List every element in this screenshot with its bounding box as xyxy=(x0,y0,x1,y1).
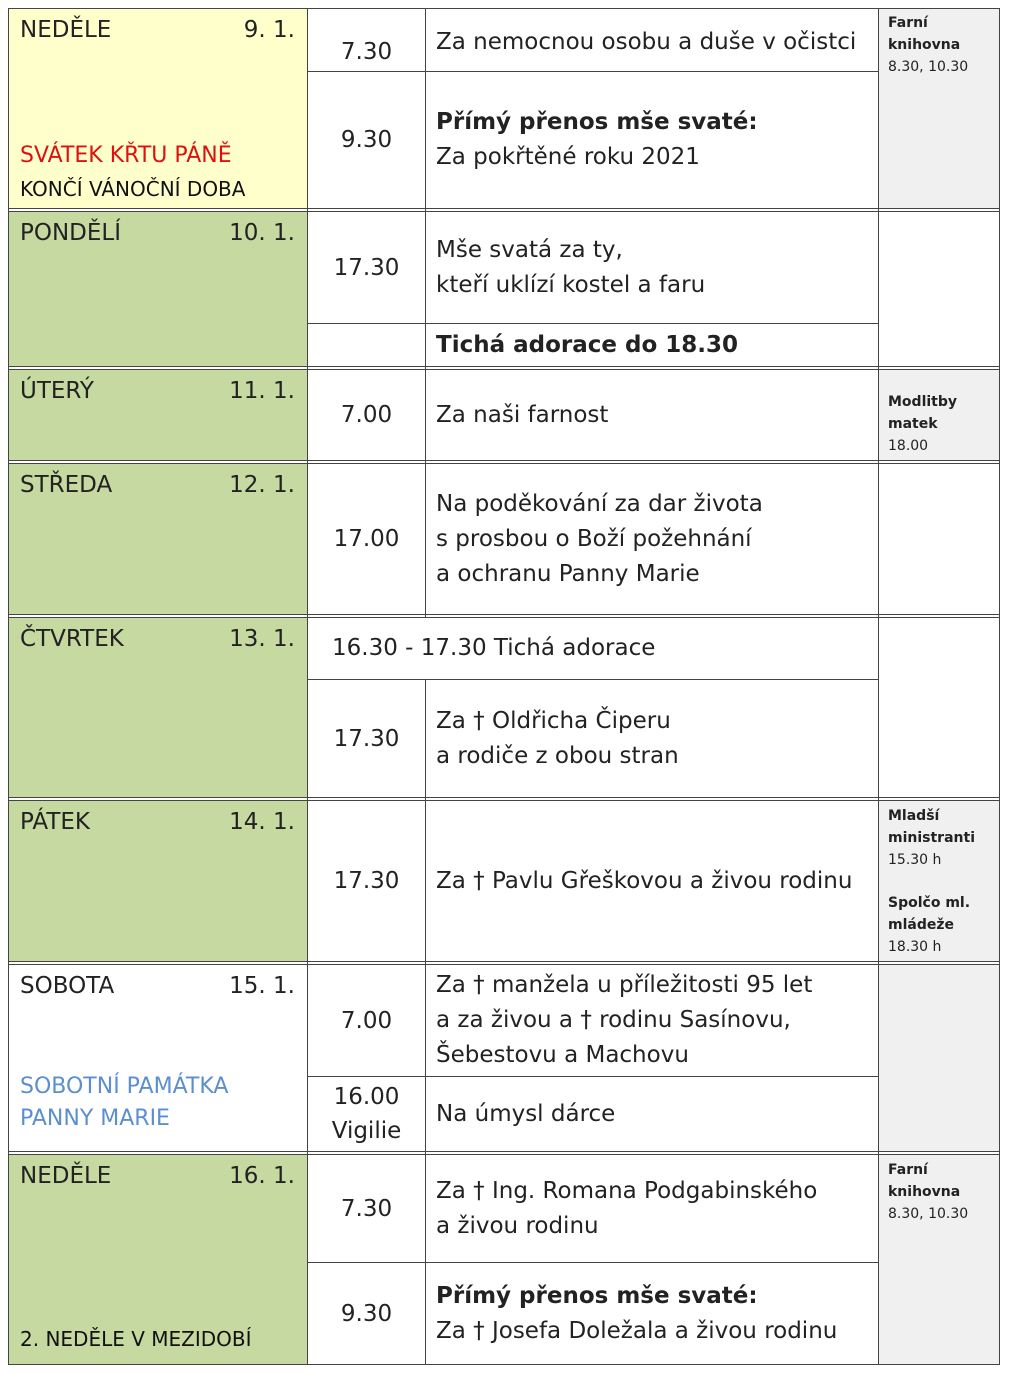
mass-intention: Za † Ing. Romana Podgabinského a živou rodinu xyxy=(436,1177,818,1239)
day-date: 12. 1. xyxy=(229,472,295,498)
day-date: 14. 1. xyxy=(229,809,295,835)
day-name: ÚTERÝ xyxy=(20,378,94,404)
day-name: NEDĚLE xyxy=(20,1163,112,1189)
day-cell-monday xyxy=(9,212,307,366)
mass-intention: Za † Pavlu Gřeškovou a živou rodinu xyxy=(436,867,853,894)
day-cell-sunday-9 xyxy=(9,9,307,208)
mass-time: 9.30 xyxy=(340,127,393,153)
mass-intention: Za † manžela u příležitosti 95 let a za živou a † rodinu Sasínovu, Šebestovu a Machovu xyxy=(436,972,813,1068)
day-name: PONDĚLÍ xyxy=(20,220,122,246)
feast-title: SOBOTNÍ PAMÁTKA xyxy=(20,1074,229,1099)
day-name: PÁTEK xyxy=(20,809,91,835)
mass-time: 16.00 Vigilie xyxy=(331,1084,402,1144)
mass-time: 17.30 xyxy=(333,254,400,281)
day-date: 13. 1. xyxy=(229,626,295,652)
day-cell-friday xyxy=(9,801,307,961)
mass-intention: Přímý přenos mše svaté: Za † Josefa Doležala a živou rodinu xyxy=(436,1282,838,1344)
side-note-cell xyxy=(879,464,1000,614)
mass-intention: Za nemocnou osobu a duše v očistci xyxy=(436,29,857,55)
side-note: Modlitby matek 18.00 xyxy=(888,394,958,454)
side-note: Mladší ministranti 15.30 h Spolčo ml. mládeže 18.30 h xyxy=(888,808,975,955)
side-note: Farní knihovna 8.30, 10.30 xyxy=(888,15,969,75)
day-name: SOBOTA xyxy=(20,973,115,999)
mass-time: 7.00 xyxy=(340,402,393,428)
feast-note: 2. NEDĚLE V MEZIDOBÍ xyxy=(20,1327,252,1351)
mass-intention: Mše svatá za ty, kteří uklízí kostel a faru xyxy=(436,236,706,298)
side-note-cell xyxy=(879,212,1000,366)
day-date: 15. 1. xyxy=(229,973,295,999)
day-name: STŘEDA xyxy=(20,472,113,498)
day-cell-wednesday xyxy=(9,464,307,614)
day-date: 10. 1. xyxy=(229,220,295,246)
day-name: ČTVRTEK xyxy=(20,626,124,652)
day-date: 9. 1. xyxy=(243,17,295,43)
adoration-row: 16.30 - 17.30 Tichá adorace xyxy=(332,635,656,661)
mass-intention: Přímý přenos mše svaté: Za pokřtěné roku 2021 xyxy=(436,109,758,170)
mass-intention: Za naši farnost xyxy=(436,401,609,428)
side-note: Farní knihovna 8.30, 10.30 xyxy=(888,1162,969,1222)
day-cell-tuesday xyxy=(9,370,307,460)
day-date: 16. 1. xyxy=(229,1163,295,1189)
day-cell-thursday xyxy=(9,618,307,797)
mass-time: 17.30 xyxy=(333,725,400,752)
day-cell-saturday xyxy=(9,965,307,1151)
day-cell-sunday-16 xyxy=(9,1155,307,1364)
mass-intention: Na úmysl dárce xyxy=(436,1100,616,1127)
mass-time: 17.00 xyxy=(333,526,400,552)
mass-time: 17.30 xyxy=(333,868,400,894)
mass-time-empty xyxy=(308,324,425,366)
mass-intention: Za † Oldřicha Čiperu a rodiče z obou stran xyxy=(436,707,679,769)
mass-intention: Na poděkování za dar života s prosbou o Boží požehnání a ochranu Panny Marie xyxy=(436,490,763,587)
day-name: NEDĚLE xyxy=(20,17,112,43)
mass-time: 7.00 xyxy=(340,1007,393,1034)
adoration-text: Tichá adorace do 18.30 xyxy=(436,331,739,358)
side-note-cell xyxy=(879,965,1000,1151)
mass-time: 9.30 xyxy=(340,1300,393,1327)
mass-time: 7.30 xyxy=(340,1195,393,1222)
day-date: 11. 1. xyxy=(229,378,295,404)
side-note-cell xyxy=(879,618,1000,797)
feast-title: SVÁTEK KŘTU PÁNĚ xyxy=(20,143,232,168)
mass-time: 7.30 xyxy=(340,39,393,65)
feast-title-2: PANNY MARIE xyxy=(20,1106,170,1131)
feast-note: KONČÍ VÁNOČNÍ DOBA xyxy=(20,177,246,201)
